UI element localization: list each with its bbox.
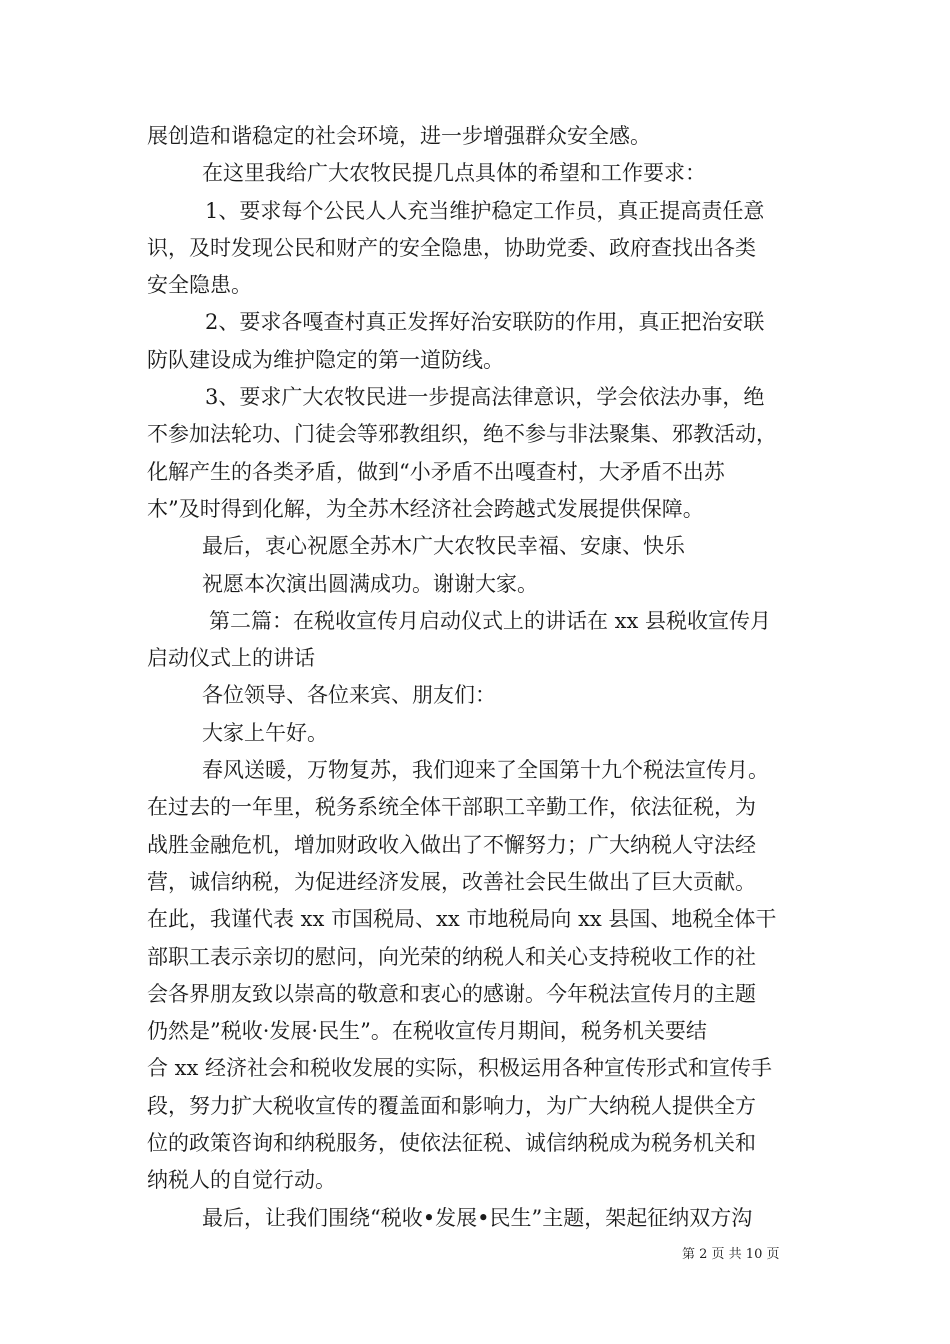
text-line: 部职工表示亲切的慰问，向光荣的纳税人和关心支持税收工作的社 — [147, 944, 756, 969]
text-line: 安全隐患。 — [147, 273, 252, 298]
body-text — [147, 118, 812, 1237]
text-line: 木”及时得到化解，为全苏木经济社会跨越式发展提供保障。 — [147, 496, 704, 521]
text-line: 战胜金融危机，增加财政收入做出了不懈努力；广大纳税人守法经 — [147, 832, 756, 857]
text-line: 展创造和谐稳定的社会环境，进一步增强群众安全感。 — [147, 124, 651, 148]
text-line: 在此，我谨代表 xx 市国税局、xx 市地税局向 xx 县国、地税全体干 — [147, 907, 777, 932]
text-line: 各位领导、各位来宾、朋友们： — [202, 683, 496, 708]
text-line: 仍然是”税收·发展·民生”。在税收宣传月期间，税务机关要结 — [147, 1019, 707, 1044]
text-line: 识，及时发现公民和财产的安全隐患，协助党委、政府查找出各类 — [147, 235, 756, 260]
text-line: 3、要求广大农牧民进一步提高法律意识，学会依法办事，绝 — [205, 385, 765, 410]
page-number: 第 2 页 共 10 页 — [682, 1247, 780, 1262]
text-line: 不参加法轮功、门徒会等邪教组织，绝不参与非法聚集、邪教活动， — [147, 422, 777, 447]
text-line: 2、要求各嘎查村真正发挥好治安联防的作用，真正把治安联 — [205, 310, 765, 335]
text-line: 大家上午好。 — [202, 720, 328, 745]
text-line: 1、要求每个公民人人充当维护稳定工作员，真正提高责任意 — [205, 198, 765, 223]
section-heading: 启动仪式上的讲话 — [147, 646, 315, 671]
text-line: 在这里我给广大农牧民提几点具体的希望和工作要求： — [202, 161, 706, 186]
section-heading: 第二篇：在税收宣传月启动仪式上的讲话在 xx 县税收宣传月 — [209, 608, 772, 633]
text-line: 最后，衷心祝愿全苏木广大农牧民幸福、安康、快乐 — [202, 534, 685, 559]
text-line: 段，努力扩大税收宣传的覆盖面和影响力，为广大纳税人提供全方 — [147, 1093, 756, 1118]
text-line: 祝愿本次演出圆满成功。谢谢大家。 — [202, 571, 538, 596]
text-line: 营，诚信纳税，为促进经济发展，改善社会民生做出了巨大贡献。 — [147, 869, 756, 894]
text-line: 合 xx 经济社会和税收发展的实际，积极运用各种宣传形式和宣传手 — [147, 1056, 773, 1081]
text-line: 春风送暖，万物复苏，我们迎来了全国第十九个税法宣传月。 — [202, 758, 769, 783]
text-line: 最后，让我们围绕“税收•发展•民生”主题，架起征纳双方沟 — [202, 1205, 753, 1230]
text-line: 位的政策咨询和纳税服务，使依法征税、诚信纳税成为税务机关和 — [147, 1131, 756, 1156]
text-line: 会各界朋友致以崇高的敬意和衷心的感谢。今年税法宣传月的主题 — [147, 981, 756, 1006]
text-line: 防队建设成为维护隐定的第一道防线。 — [147, 347, 504, 372]
text-line: 在过去的一年里，税务系统全体干部职工辛勤工作，依法征税，为 — [147, 795, 756, 820]
text-line: 纳税人的自觉行动。 — [147, 1168, 336, 1193]
text-line: 化解产生的各类矛盾，做到“小矛盾不出嘎查村，大矛盾不出苏 — [147, 459, 725, 484]
